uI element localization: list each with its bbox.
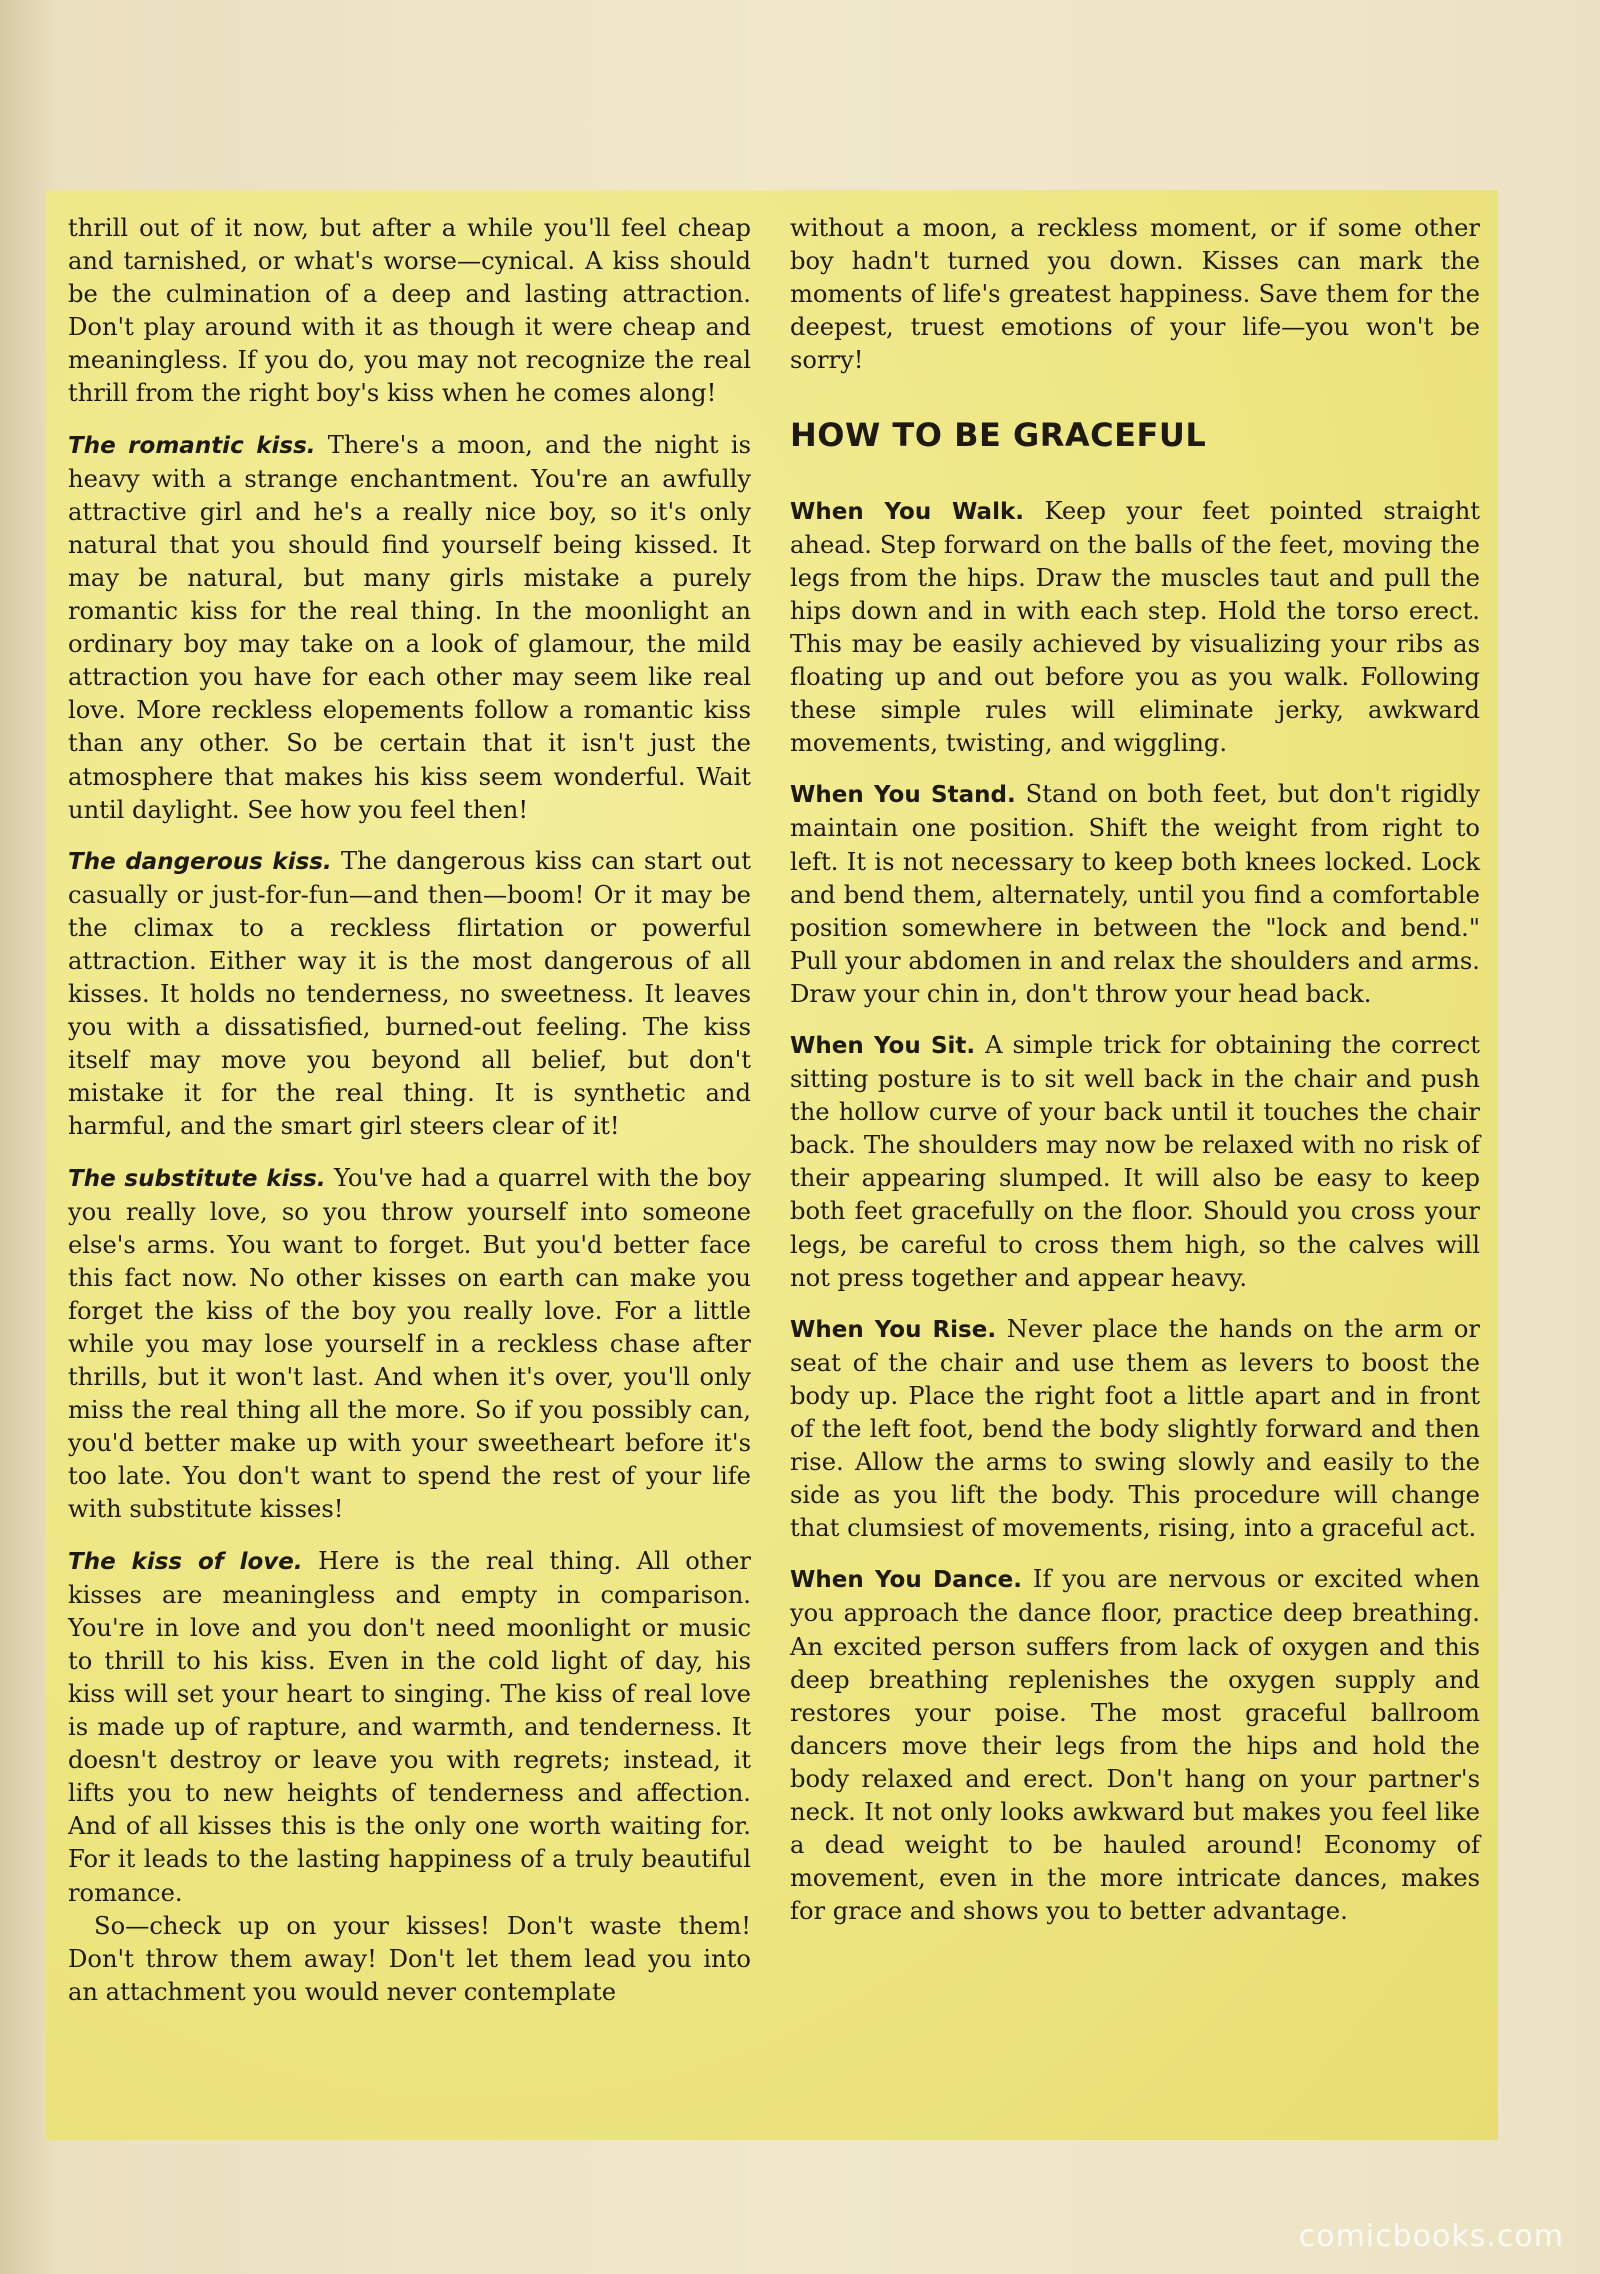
walk-body: Keep your feet pointed straight ahead. Step forward on the balls of the feet, moving the legs from the hips. Draw the muscles taut and pull the hips down and in with each step. Hold the torso erect. This may be easily achieved by visualizing your ribs as floating up and out before you as you walk. Following these simple rules will eliminate jerky, awkward movements, twisting, and wiggling. — [790, 496, 1480, 758]
paragraph-continuation: without a moon, a reckless moment, or if some other boy hadn't turned you down. Kisses can mark the moments of life's greatest happiness. Save them for the deepest, truest emotions of your life—you won't be sorry! — [790, 214, 1480, 375]
substitute-kiss-body: You've had a quarrel with the boy you really love, so you throw yourself into someone else's arms. You want to forget. But you'd better face this fact now. No other kisses on earth can make you forget the kiss of the boy you really love. For a little while you may lose yourself in a reckless chase after thrills, but it won't last. And when it's over, you'll only miss the real thing all the more. So if you possibly can, you'd better make up with your sweetheart before it's too late. You don't want to spend the rest of your life with substitute kisses! — [68, 1163, 751, 1524]
paragraph-check-up: So—check up on your kisses! Don't waste them! Don't throw them away! Don't let them lead you into an attachment you would never contemplate — [68, 1911, 751, 2006]
paragraph-dangerous-kiss — [68, 845, 751, 1144]
watermark: comicbooks.com — [1298, 2219, 1564, 2254]
substitute-kiss-heading: The substitute kiss. — [68, 1165, 326, 1192]
romantic-kiss-body: There's a moon, and the night is heavy with a strange enchantment. You're an awfully attractive girl and he's a really nice boy, so it's only natural that you should find yourself being kissed. It may be natural, but many girls mistake a purely romantic kiss for the real thing. In the moonlight an ordinary boy may take on a look of glamour, the mild attraction you have for each other may seem like real love. More reckless elopements follow a romantic kiss than any other. So be certain that it isn't just the atmosphere that makes his kiss seem wonderful. Wait until daylight. See how you feel then! — [68, 430, 751, 824]
stand-heading: When You Stand. — [790, 782, 1016, 809]
dance-body: If you are nervous or excited when you approach the dance floor, practice deep breathing. An excited person suffers from lack of oxygen and this deep breathing replenishes the oxygen supply and restores your poise. The most graceful ballroom dancers move their legs from the hips and hold the body relaxed and erect. Don't hang on your partner's neck. It not only looks awkward but makes you feel like a dead weight to be hauled around! Economy of movement, even in the more intricate dances, makes for grace and shows you to better advantage. — [790, 1565, 1480, 1926]
paragraph-stand — [790, 778, 1480, 1011]
paragraph-dance — [790, 1563, 1480, 1928]
romantic-kiss-heading: The romantic kiss. — [68, 432, 316, 459]
kiss-of-love-body: Here is the real thing. All other kisses are meaningless and empty in comparison. You're in love and you don't need moonlight or music to thrill to his kiss. Even in the cold light of day, his kiss will set your heart to singing. The kiss of real love is made up of rapture, and warmth, and tenderness. It doesn't destroy or leave you with regrets; instead, it lifts you to new heights of tenderness and affection. And of all kisses this is the only one worth waiting for. For it leads to the lasting happiness of a truly beautiful romance. — [68, 1546, 751, 1907]
paragraph-romantic-kiss — [68, 429, 751, 827]
paragraph-walk — [790, 495, 1480, 761]
left-column — [68, 212, 751, 2027]
paragraph-sit — [790, 1029, 1480, 1295]
paragraph-substitute-kiss — [68, 1162, 751, 1527]
walk-heading: When You Walk. — [790, 498, 1024, 525]
rise-body: Never place the hands on the arm or seat of the chair and use them as levers to boost the body up. Place the right foot a little apart and in front of the left foot, bend the body slightly forward and then rise. Allow the arms to swing slowly and easily to the side as you lift the body. This procedure will change that clumsiest of movements, rising, into a graceful act. — [790, 1314, 1480, 1543]
stand-body: Stand on both feet, but don't rigidly maintain one position. Shift the weight from right to left. It is not necessary to keep both knees locked. Lock and bend them, alternately, until you find a comfortable position somewhere in between the "lock and bend." Pull your abdomen in and relax the shoulders and arms. Draw your chin in, don't throw your head back. — [790, 780, 1480, 1008]
sit-heading: When You Sit. — [790, 1032, 976, 1059]
kiss-of-love-heading: The kiss of love. — [68, 1548, 303, 1575]
paragraph-kiss-of-love — [68, 1545, 751, 1910]
dangerous-kiss-body: The dangerous kiss can start out casually or just-for-fun—and then—boom! Or it may be the climax to a reckless flirtation or powerful attraction. Either way it is the most dangerous of all kisses. It holds no tenderness, no sweetness. It leaves you with a dissatisfied, burned-out feeling. The kiss itself may move you beyond all belief, but don't mistake it for the real thing. It is synthetic and harmful, and the smart girl steers clear of it! — [68, 846, 751, 1141]
rise-heading: When You Rise. — [790, 1316, 997, 1343]
dangerous-kiss-heading: The dangerous kiss. — [68, 848, 332, 875]
sit-body: A simple trick for obtaining the correct sitting posture is to sit well back in the chair and push the hollow curve of your back until it touches the chair back. The shoulders may now be relaxed with no risk of their appearing slumped. It will also be easy to keep both feet gracefully on the floor. Should you cross your legs, be careful to cross them high, so the calves will not press together and appear heavy. — [790, 1030, 1480, 1292]
paragraph-intro: thrill out of it now, but after a while you'll feel cheap and tarnished, or what's worse—cynical. A kiss should be the culmination of a deep and lasting attraction. Don't play around with it as though it were cheap and meaningless. If you do, you may not recognize the real thrill from the right boy's kiss when he comes along! — [68, 214, 751, 408]
right-column — [790, 212, 1480, 1946]
dance-heading: When You Dance. — [790, 1567, 1022, 1594]
paragraph-rise — [790, 1313, 1480, 1546]
section-heading: HOW TO BE GRACEFUL — [790, 416, 1207, 455]
